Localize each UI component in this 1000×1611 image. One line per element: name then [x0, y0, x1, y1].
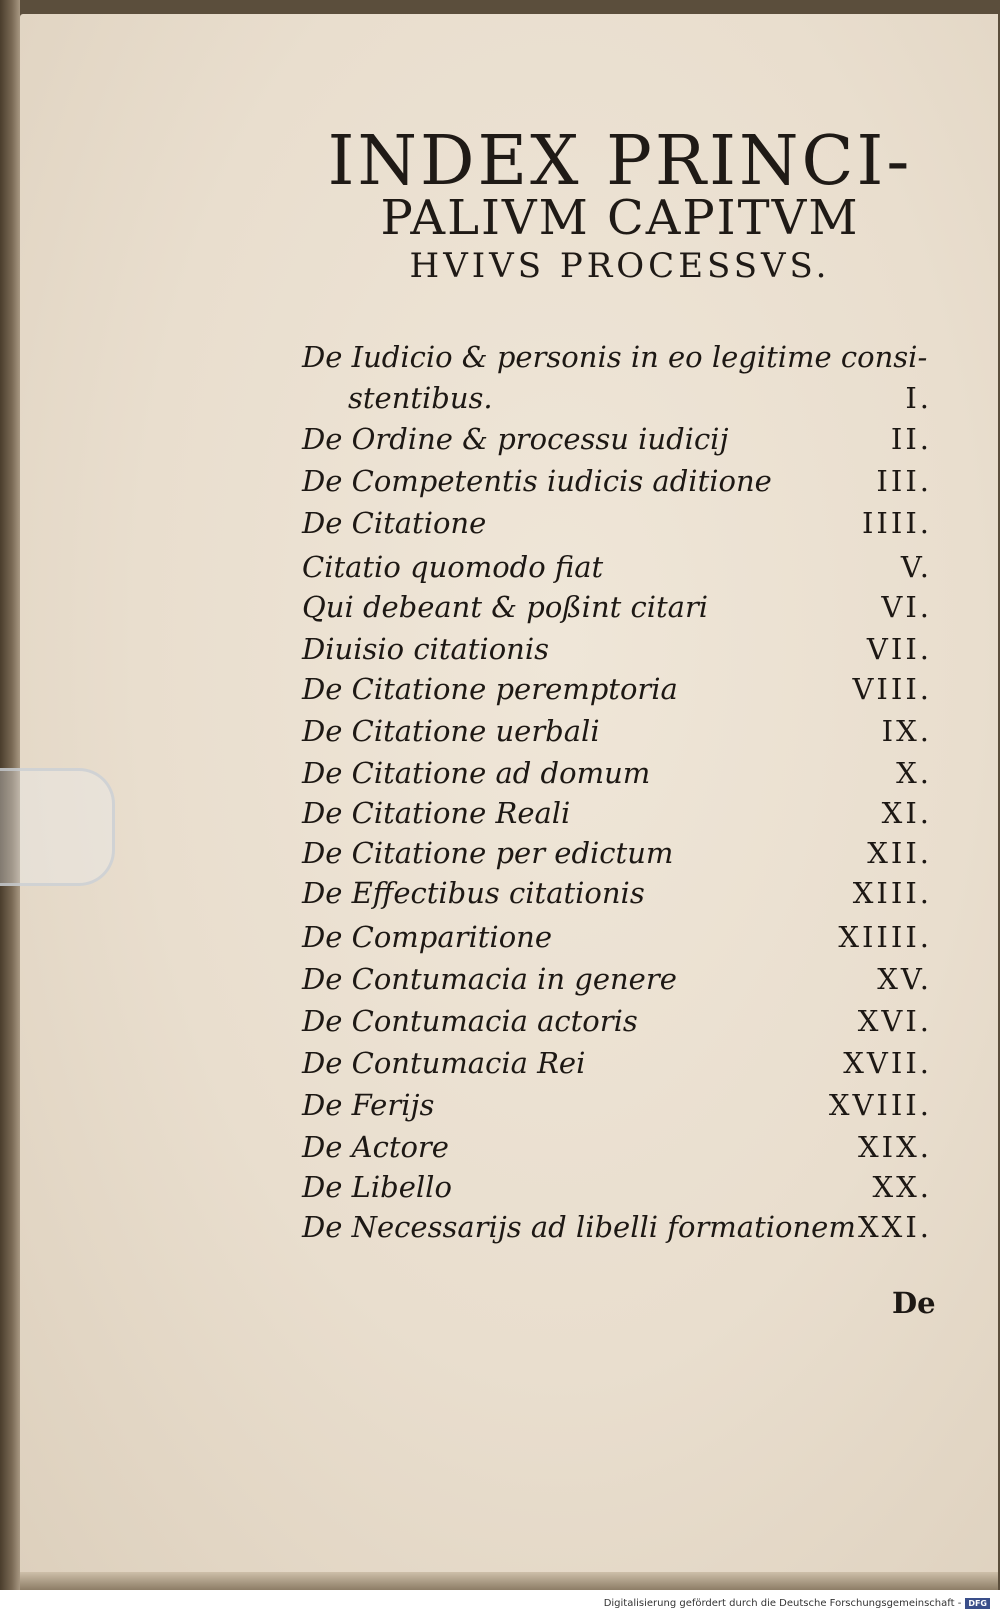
entry-text: De Citatione per edictum — [302, 836, 674, 870]
index-entry — [302, 464, 952, 504]
entry-number: XVII. — [843, 1046, 932, 1080]
entry-text: De Actore — [302, 1130, 449, 1164]
entry-text: De Contumacia Rei — [302, 1046, 586, 1080]
entry-text: De Iudicio & personis in eo legitime consi- — [302, 340, 928, 374]
index-title-line-2: PALIVM CAPITVM — [380, 190, 860, 246]
index-entry — [302, 632, 952, 672]
entry-number: II. — [890, 422, 932, 456]
index-entry — [302, 1170, 952, 1210]
index-entry — [302, 422, 952, 462]
index-title-line-1: INDEX PRINCI- — [327, 122, 913, 201]
entry-text: De Citatione uerbali — [302, 714, 600, 748]
entry-text: De Contumacia actoris — [302, 1004, 638, 1038]
credit-text: Digitalisierung gefördert durch die Deutsche Forschungsgemeinschaft - — [603, 1598, 962, 1609]
entry-number: XII. — [867, 836, 932, 870]
index-entry — [302, 876, 952, 916]
entry-text: De Comparitione — [302, 920, 552, 954]
entry-text: De Competentis iudicis aditione — [302, 464, 772, 498]
entry-number: XVI. — [857, 1004, 932, 1038]
entry-text: Citatio quomodo fiat — [302, 550, 604, 584]
entry-number: X. — [896, 756, 932, 790]
entry-number: VI. — [881, 590, 932, 624]
entry-text: De Citatione peremptoria — [302, 672, 678, 706]
dfg-logo-badge: DFG — [965, 1598, 990, 1609]
index-entry — [302, 962, 952, 1002]
entry-number: V. — [900, 550, 932, 584]
index-entry — [302, 506, 952, 546]
entry-number: IX. — [881, 714, 932, 748]
entry-text: De Ordine & processu iudicij — [302, 422, 729, 456]
entry-text: De Citatione ad domum — [302, 756, 651, 790]
index-entry — [302, 1046, 952, 1086]
entry-text: De Contumacia in genere — [302, 962, 677, 996]
entry-number: XI. — [881, 796, 932, 830]
entry-number: IIII. — [861, 506, 932, 540]
entry-number: VIII. — [852, 672, 932, 706]
index-entry — [302, 1088, 952, 1128]
entry-number: XV. — [877, 962, 932, 996]
catchword: De — [892, 1286, 936, 1320]
index-entry — [302, 1210, 952, 1250]
index-entry — [302, 796, 952, 836]
entry-number: XX. — [872, 1170, 932, 1204]
index-entry — [302, 714, 952, 754]
index-entry — [302, 672, 952, 712]
index-entry — [348, 381, 952, 421]
index-entry — [302, 836, 952, 876]
entry-number: XIIII. — [838, 920, 932, 954]
entry-text: De Necessarijs ad libelli formationem — [302, 1210, 856, 1244]
entry-number: XIX. — [858, 1130, 932, 1164]
index-entry — [302, 920, 952, 960]
digitization-credit — [604, 1598, 990, 1609]
index-entry — [302, 1130, 952, 1170]
entry-number: XXI. — [858, 1210, 932, 1244]
entry-text: Qui debeant & poßint citari — [302, 590, 709, 624]
entry-text: De Citatione Reali — [302, 796, 571, 830]
entry-number: XIII. — [852, 876, 932, 910]
entry-number: XVIII. — [828, 1088, 932, 1122]
entry-text: De Effectibus citationis — [302, 876, 645, 910]
index-entry — [302, 756, 952, 796]
index-entry — [302, 590, 952, 630]
index-entry — [302, 1004, 952, 1044]
index-title-line-3: HVIVS PROCESSVS. — [409, 246, 831, 286]
index-entry — [302, 340, 952, 380]
entry-text: De Ferijs — [302, 1088, 435, 1122]
index-entry — [302, 550, 952, 590]
entry-text: stentibus. — [348, 381, 493, 415]
entry-text: Diuisio citationis — [302, 632, 549, 666]
entry-number: I. — [905, 381, 932, 415]
entry-text: De Citatione — [302, 506, 487, 540]
entry-number: VII. — [866, 632, 932, 666]
entry-number: III. — [876, 464, 932, 498]
entry-text: De Libello — [302, 1170, 452, 1204]
